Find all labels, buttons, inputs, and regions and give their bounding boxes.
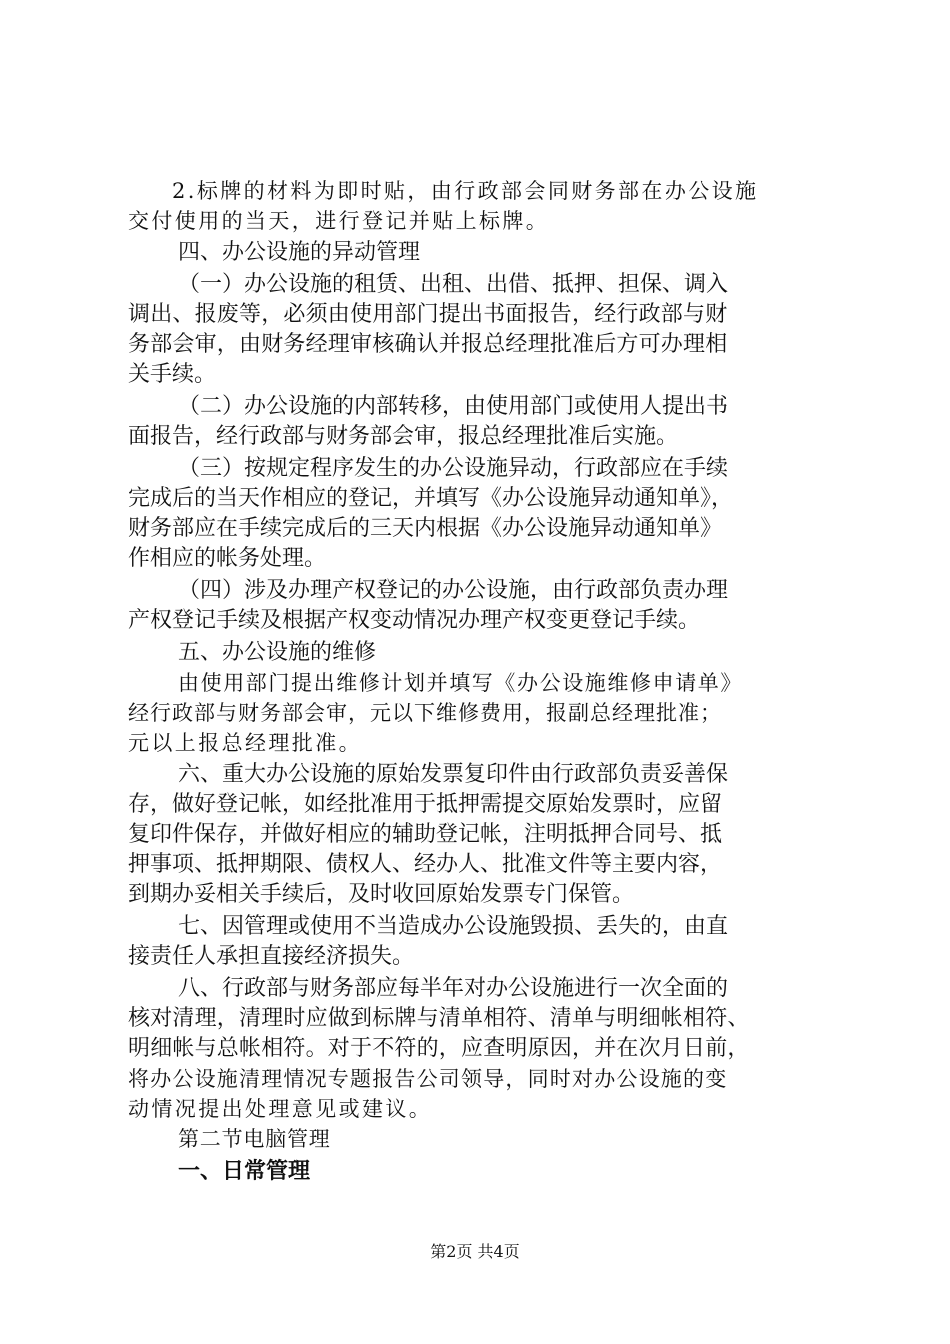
paragraph-line: 将办公设施清理情况专题报告公司领导，同时对办公设施的变 [128, 1067, 728, 1091]
paragraph-line: 财务部应在手续完成后的三天内根据《办公设施异动通知单》 [128, 516, 723, 541]
paragraph-line: 作相应的帐务处理。 [128, 546, 327, 571]
paragraph-line: （二）办公设施的内部转移，由使用部门或使用人提出书 [178, 394, 729, 419]
paragraph-line: 六、重大办公设施的原始发票复印件由行政部负责妥善保 [178, 762, 729, 787]
paragraph-line: （三）按规定程序发生的办公设施异动，行政部应在手续 [178, 456, 729, 481]
section-heading: 一、日常管理 [178, 1158, 311, 1184]
paragraph-line: 核对清理，清理时应做到标牌与清单相符、清单与明细帐相符、 [128, 1006, 750, 1031]
paragraph-line: 动情况提出处理意见或建议。 [128, 1097, 433, 1121]
paragraph-line: 到期办妥相关手续后，及时收回原始发票专门保管。 [128, 882, 635, 907]
section-heading: 五、办公设施的维修 [178, 640, 377, 665]
section-heading: 四、办公设施的异动管理 [178, 240, 421, 265]
paragraph-line: 接责任人承担直接经济损失。 [128, 944, 415, 969]
paragraph-line: （一）办公设施的租赁、出租、出借、抵押、担保、调入 [178, 272, 729, 297]
paragraph-line: 面报告，经行政部与财务部会审，报总经理批准后实施。 [128, 424, 679, 449]
paragraph-line: 交付使用的当天，进行登记并贴上标牌。 [128, 209, 550, 233]
paragraph-line: 关手续。 [128, 362, 217, 387]
paragraph-line: 产权登记手续及根据产权变动情况办理产权变更登记手续。 [128, 608, 701, 633]
paragraph-line: 2.标牌的材料为即时贴，由行政部会同财务部在办公设施 [172, 179, 759, 203]
paragraph-line: 存，做好登记帐，如经批准用于抵押需提交原始发票时，应留 [128, 792, 723, 817]
paragraph-line: 经行政部与财务部会审，元以下维修费用，报副总经理批准； [128, 701, 722, 725]
section-heading: 第二节电脑管理 [178, 1127, 331, 1151]
paragraph-line: 完成后的当天作相应的登记，并填写《办公设施异动通知单》， [128, 486, 734, 511]
paragraph-line: （四）涉及办理产权登记的办公设施，由行政部负责办理 [178, 578, 729, 603]
paragraph-line: 明细帐与总帐相符。对于不符的，应查明原因，并在次月日前， [128, 1036, 750, 1061]
paragraph-line: 八、行政部与财务部应每半年对办公设施进行一次全面的 [178, 976, 729, 1001]
paragraph-line: 由使用部门提出维修计划并填写《办公设施维修申请单》 [178, 671, 743, 695]
paragraph-line: 元以上报总经理批准。 [128, 731, 362, 755]
paragraph-line: 复印件保存，并做好相应的辅助登记帐，注明抵押合同号、抵 [128, 822, 723, 847]
paragraph-line: 七、因管理或使用不当造成办公设施毁损、丢失的，由直 [178, 914, 729, 939]
paragraph-line: 调出、报废等，必须由使用部门提出书面报告，经行政部与财 [128, 302, 728, 327]
paragraph-line: 押事项、抵押期限、债权人、经办人、批准文件等主要内容， [128, 852, 723, 877]
page-footer: 第2页 共4页 [430, 1242, 520, 1261]
paragraph-line: 务部会审，由财务经理审核确认并报总经理批准后方可办理相 [128, 332, 728, 357]
